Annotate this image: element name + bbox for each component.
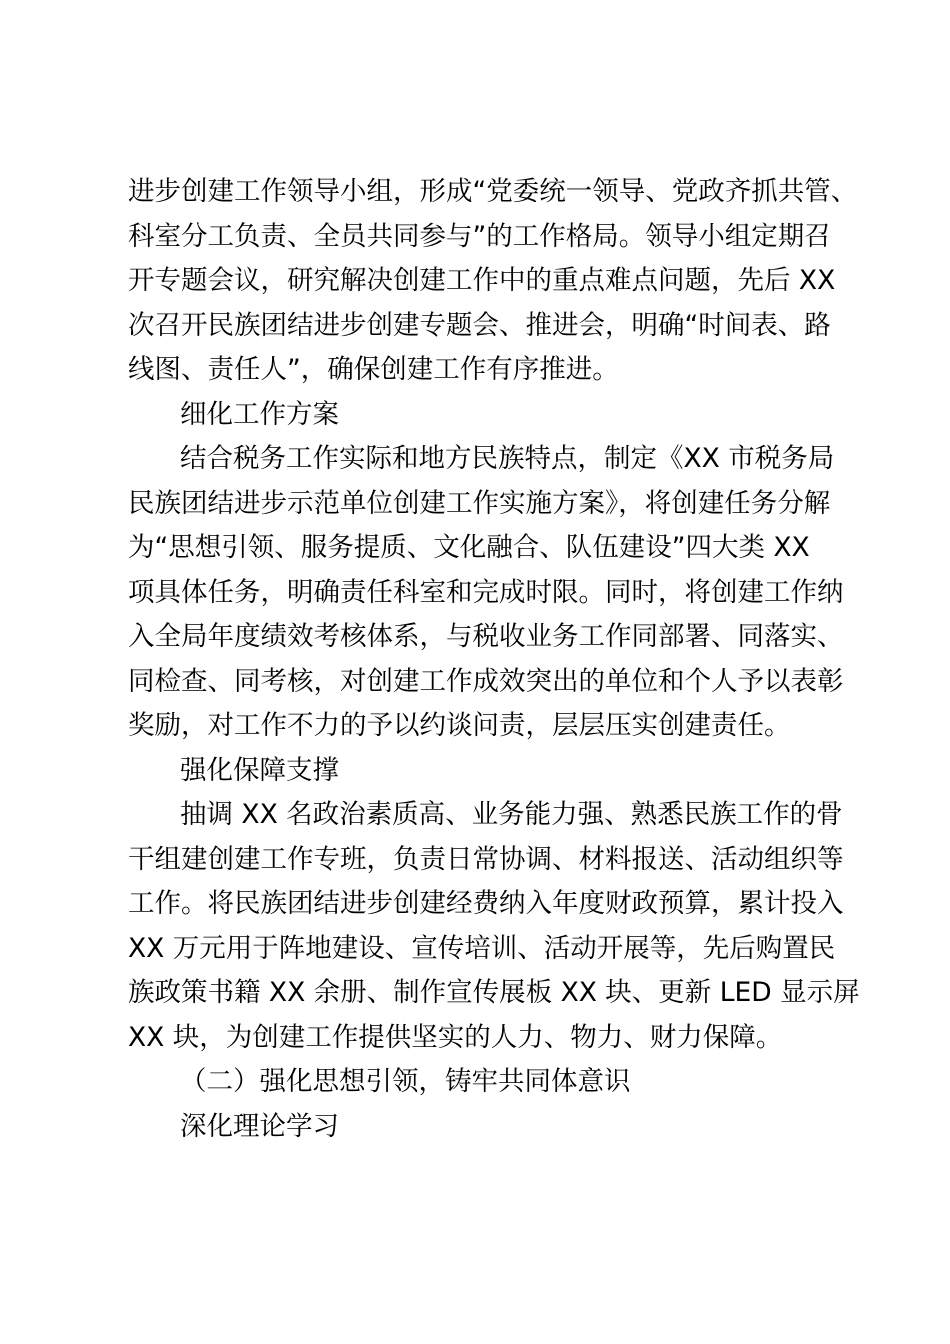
paragraph-line: XX 万元用于阵地建设、宣传培训、活动开展等，先后购置民 — [128, 932, 836, 964]
document-body — [128, 170, 860, 1149]
section-heading: 细化工作方案 — [180, 398, 339, 430]
paragraph-line: 入全局年度绩效考核体系，与税收业务工作同部署、同落实、 — [128, 621, 844, 652]
paragraph-line: 同检查、同考核，对创建工作成效突出的单位和个人予以表彰 — [128, 665, 844, 697]
paragraph-line: 结合税务工作实际和地方民族特点，制定《XX 市税务局 — [180, 443, 835, 474]
paragraph-line: 抽调 XX 名政治素质高、业务能力强、熟悉民族工作的骨 — [180, 799, 843, 830]
paragraph-line: 科室分工负责、全员共同参与”的工作格局。领导小组定期召 — [128, 220, 831, 252]
paragraph-line: XX 块，为创建工作提供坚实的人力、物力、财力保障。 — [128, 1021, 783, 1053]
section-heading: （二）强化思想引领，铸牢共同体意识 — [180, 1066, 631, 1097]
paragraph-line: 为“思想引领、服务提质、文化融合、队伍建设”四大类 XX — [128, 532, 810, 563]
paragraph-line: 进步创建工作领导小组，形成“党委统一领导、党政齐抓共管、 — [128, 176, 858, 207]
section-heading: 深化理论学习 — [180, 1110, 339, 1142]
paragraph-line: 次召开民族团结进步创建专题会、推进会，明确“时间表、路 — [128, 309, 831, 341]
paragraph-line: 奖励，对工作不力的予以约谈问责，层层压实创建责任。 — [128, 710, 791, 741]
paragraph-line: 项具体任务，明确责任科室和完成时限。同时，将创建工作纳 — [128, 576, 844, 608]
paragraph-line: 干组建创建工作专班，负责日常协调、材料报送、活动组织等 — [128, 843, 844, 875]
paragraph-line: 民族团结进步示范单位创建工作实施方案》，将创建任务分解 — [128, 487, 831, 519]
paragraph-line: 开专题会议，研究解决创建工作中的重点难点问题，先后 XX — [128, 265, 836, 296]
paragraph-line: 线图、责任人”，确保创建工作有序推进。 — [128, 354, 619, 385]
section-heading: 强化保障支撑 — [180, 754, 339, 786]
paragraph-line: 工作。将民族团结进步创建经费纳入年度财政预算，累计投入 — [128, 888, 844, 919]
paragraph-line: 族政策书籍 XX 余册、制作宣传展板 XX 块、更新 LED 显示屏 — [128, 977, 860, 1008]
